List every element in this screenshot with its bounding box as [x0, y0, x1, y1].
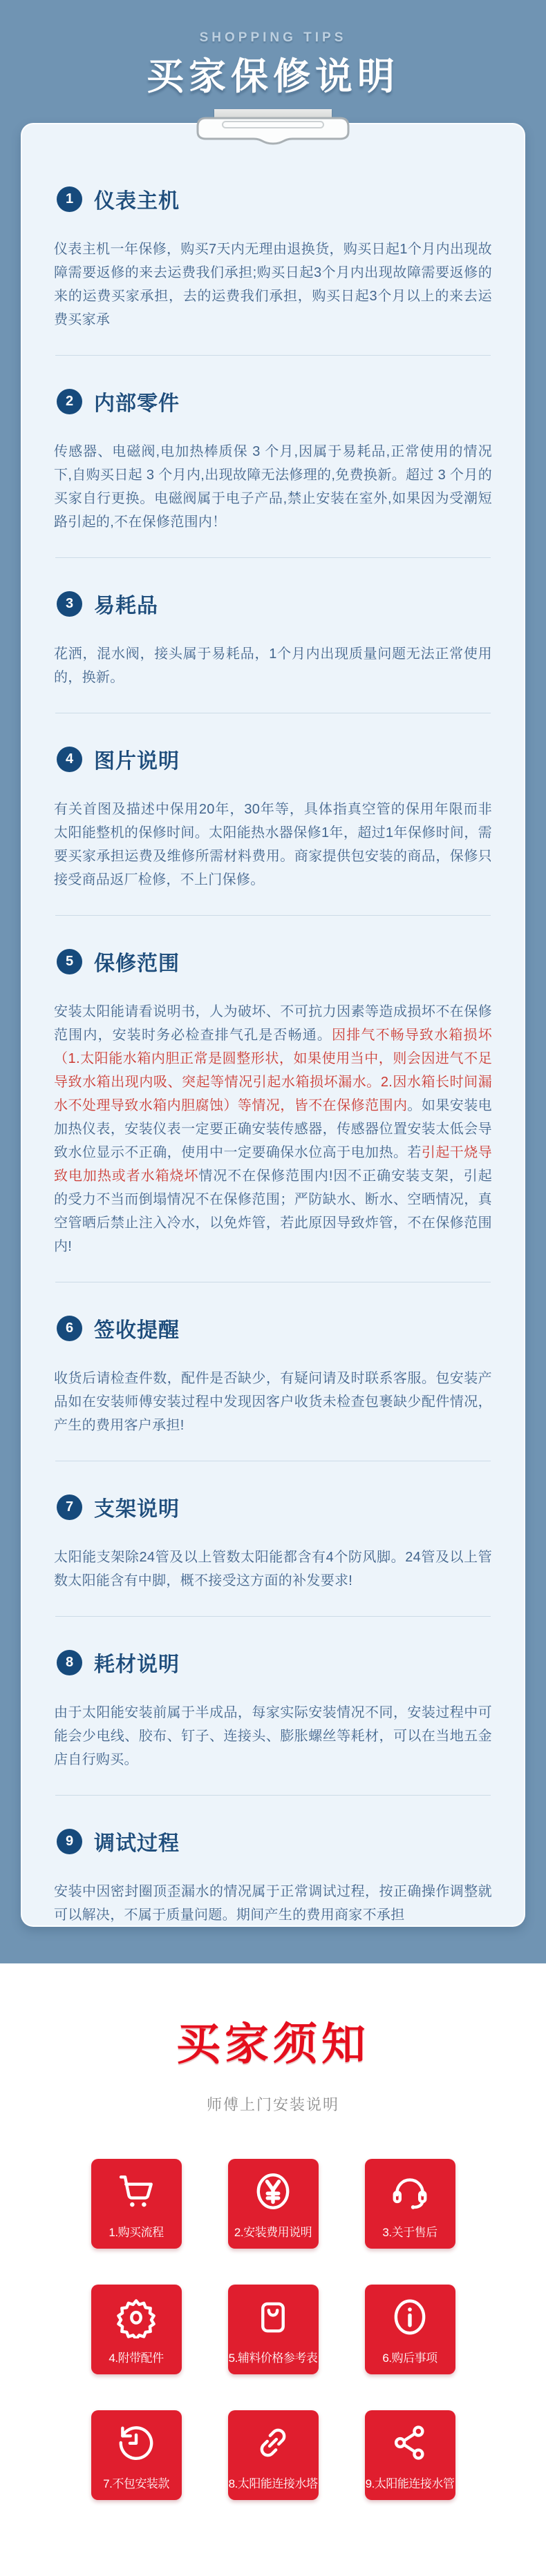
section-heading: [57, 184, 492, 214]
notice-tile-2[interactable]: [228, 2159, 319, 2249]
notice-tile-7[interactable]: [91, 2410, 182, 2500]
yen-circle-icon: [252, 2170, 294, 2216]
section-number-badge: 2: [57, 389, 82, 414]
warranty-section-9: [54, 1826, 492, 1927]
body-segment: 花洒，混水阀，接头属于易耗品，1个月内出现质量问题无法正常使用的，换新。: [54, 646, 492, 685]
body-segment-warning: 因排气不畅导致水箱损坏（1.太阳能水箱内胆正常是圆整形状，如果使用当中，则会因进气不足导致水箱出现内吸、突起等情况引起水箱损坏漏水。2.因水箱长时间漏水不处理导致水箱内胆腐蚀）等情况，皆不在保修范围内: [54, 1028, 492, 1113]
history-clock-icon: [115, 2421, 158, 2468]
section-heading: [57, 588, 492, 619]
section-heading: [57, 1313, 492, 1343]
notice-tile-label: 2.安装费用说明: [234, 2226, 312, 2239]
section-divider: [55, 915, 491, 916]
warranty-section-7: [54, 1492, 492, 1617]
warranty-section-4: [54, 744, 492, 916]
warranty-card: [21, 123, 525, 1927]
page-title: 买家保修说明: [147, 56, 399, 97]
eyebrow-text: SHOPPING TIPS: [199, 30, 347, 45]
section-body: [54, 798, 492, 892]
section-body: [54, 1880, 492, 1927]
buyer-notice-section: [0, 1963, 546, 2576]
headset-icon: [388, 2170, 431, 2216]
notice-tile-8[interactable]: [228, 2410, 319, 2500]
hero-banner: [0, 0, 546, 123]
section-body: [54, 440, 492, 534]
cart-icon: [115, 2170, 158, 2216]
notice-tile-label: 7.不包安装款: [103, 2477, 169, 2490]
section-number-badge: 1: [57, 186, 82, 212]
body-segment-warning: 引起干烧导致电加热或者水箱烧坏: [54, 1145, 492, 1184]
notice-tile-label: 8.太阳能连接水塔: [228, 2477, 318, 2490]
section-title: 易耗品: [94, 595, 158, 617]
section-divider: [55, 355, 491, 356]
notice-tile-label: 9.太阳能连接水管: [365, 2477, 455, 2490]
notice-tile-3[interactable]: [365, 2159, 455, 2249]
notice-title: 买家须知: [176, 2019, 370, 2069]
body-segment: 安装太阳能请看说明书，人为破坏、不可抗力因素等造成损坏不在保修范围内，安装时务必检查排气孔是否畅通。: [54, 1004, 492, 1043]
section-number-badge: 8: [57, 1650, 82, 1675]
notice-tile-4[interactable]: [91, 2285, 182, 2374]
warranty-section-5: [54, 946, 492, 1282]
section-heading: [57, 744, 492, 774]
warranty-section-1: [54, 184, 492, 356]
warranty-section-8: [54, 1647, 492, 1796]
section-divider: [55, 1616, 491, 1617]
section-heading: [57, 386, 492, 416]
notice-grid: [91, 2159, 455, 2500]
notice-tile-5[interactable]: [228, 2285, 319, 2374]
section-number-badge: 5: [57, 949, 82, 974]
section-number-badge: 3: [57, 591, 82, 617]
section-divider: [55, 1795, 491, 1796]
section-title: 内部零件: [94, 392, 180, 415]
section-heading: [57, 1647, 492, 1678]
section-body: [54, 1000, 492, 1258]
notice-tile-9[interactable]: [365, 2410, 455, 2500]
notice-tile-6[interactable]: [365, 2285, 455, 2374]
body-segment: 。如果安装电加热仪表，安装仪表一定要正确安装传感器，传感器位置安装太低会导致水位显示不正确，使用中一定要确保水位高于电加热。若: [54, 1098, 492, 1160]
clipboard-clip: [195, 109, 351, 145]
section-title: 支架说明: [94, 1498, 180, 1521]
section-body: [54, 1701, 492, 1771]
section-body: [54, 238, 492, 331]
section-divider: [55, 557, 491, 558]
section-body: [54, 1546, 492, 1593]
section-title: 保修范围: [94, 952, 180, 975]
body-segment: 有关首图及描述中保用20年，30年等，具体指真空管的保用年限而非太阳能整机的保修时间。太阳能热水器保修1年，超过1年保修时间，需要买家承担运费及维修所需材料费用。商家提供包安装的商品，保修只接受商品返厂检修，不上门保修。: [54, 802, 492, 887]
section-body: [54, 642, 492, 689]
body-segment: 太阳能支架除24管及以上管数太阳能都含有4个防风脚。24管及以上管数太阳能含有中脚，概不接受这方面的补发要求!: [54, 1550, 492, 1588]
section-number-badge: 7: [57, 1494, 82, 1520]
section-number-badge: 9: [57, 1829, 82, 1854]
shopping-bag-icon: [252, 2296, 294, 2342]
section-title: 仪表主机: [94, 190, 180, 213]
notice-tile-label: 6.购后事项: [382, 2352, 437, 2365]
warranty-section-6: [54, 1313, 492, 1461]
section-body: [54, 1367, 492, 1437]
section-heading: [57, 946, 492, 977]
share-nodes-icon: [388, 2421, 431, 2468]
section-heading: [57, 1492, 492, 1522]
body-segment: 安装中因密封圈顶歪漏水的情况属于正常调试过程，按正确操作调整就可以解决，不属于质量问题。期间产生的费用商家不承担: [54, 1884, 492, 1923]
section-heading: [57, 1826, 492, 1856]
warranty-section-2: [54, 386, 492, 558]
notice-subtitle: 师傅上门安装说明: [206, 2096, 339, 2113]
section-number-badge: 4: [57, 747, 82, 772]
body-segment: 仪表主机一年保修，购买7天内无理由退换货，购买日起1个月内出现故障需要返修的来去运费我们承担;购买日起3个月内出现故障需要返修的来的运费买家承担，去的运费我们承担，购买日起3个月以上的来去运费买家承: [54, 242, 492, 327]
body-segment: 传感器、电磁阀,电加热棒质保 3 个月,因属于易耗品,正常使用的情况下,自购买日起 3 个月内,出现故障无法修理的,免费换新。超过 3 个月的买家自行更换。电磁阀属于电子产品,禁止安装在室外,如果因为受潮短路引起的,不在保修范围内！: [54, 444, 492, 530]
body-segment: 情况不在保修范围内!因不正确安装支架，引起的受力不当而倒塌情况不在保修范围；严防缺水、断水、空晒情况，真空管晒后禁止注入冷水，以免炸管，若此原因导致炸管，不在保修范围内!: [54, 1169, 493, 1254]
section-title: 签收提醒: [94, 1319, 180, 1342]
body-segment: 由于太阳能安装前属于半成品，每家实际安装情况不同，安装过程中可能会少电线、胶布、钉子、连接头、膨胀螺丝等耗材，可以在当地五金店自行购买。: [54, 1705, 492, 1767]
info-circle-icon: [388, 2296, 431, 2342]
section-title: 调试过程: [94, 1832, 180, 1855]
notice-tile-label: 3.关于售后: [382, 2226, 437, 2239]
chain-link-icon: [252, 2421, 294, 2468]
section-title: 耗材说明: [94, 1653, 180, 1676]
notice-tile-label: 5.辅料价格参考表: [228, 2352, 318, 2365]
notice-tile-label: 4.附带配件: [109, 2352, 164, 2365]
section-number-badge: 6: [57, 1316, 82, 1341]
gear-icon: [115, 2296, 158, 2342]
notice-tile-label: 1.购买流程: [109, 2226, 164, 2239]
warranty-sections: [54, 184, 492, 1927]
section-title: 图片说明: [94, 750, 180, 773]
notice-tile-1[interactable]: [91, 2159, 182, 2249]
body-segment: 收货后请检查件数，配件是否缺少，有疑问请及时联系客服。包安装产品如在安装师傅安装过程中发现因客户收货未检查包裹缺少配件情况，产生的费用客户承担!: [54, 1371, 492, 1433]
warranty-section-3: [54, 588, 492, 713]
clip-icon: [195, 116, 351, 145]
